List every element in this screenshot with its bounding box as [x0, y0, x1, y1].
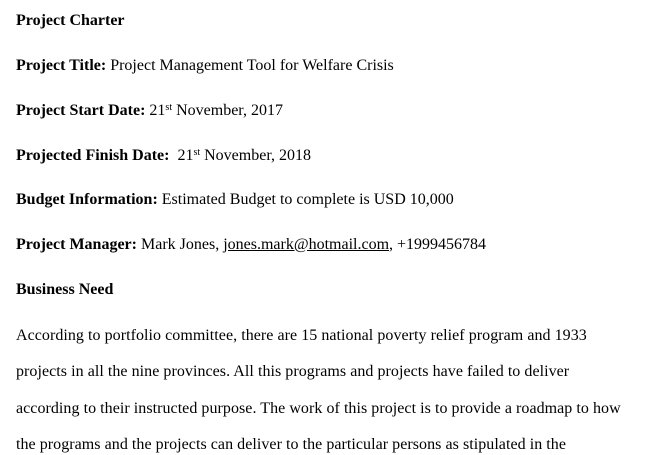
manager-phone: , +1999456784 — [389, 236, 487, 253]
finish-date-day: 21 — [177, 147, 194, 164]
budget-label: Budget Information: — [16, 191, 158, 208]
project-title-value: Project Management Tool for Welfare Crisis — [110, 57, 394, 74]
finish-date-suffix: st — [193, 147, 201, 158]
document-heading: Project Charter — [16, 12, 125, 29]
paragraph-line: the programs and the projects can deliver to the particular persons as stipulated in the — [16, 436, 567, 453]
start-date-row — [16, 101, 283, 121]
business-need-heading: Business Need — [16, 281, 114, 298]
budget-value: Estimated Budget to complete is USD 10,000 — [161, 191, 454, 208]
paragraph-line: according to their instructed purpose. The work of this project is to provide a roadmap to how — [16, 400, 621, 417]
start-date-rest: November, 2017 — [172, 102, 283, 119]
budget-row — [16, 190, 454, 210]
manager-row — [16, 235, 486, 255]
project-title-label: Project Title: — [16, 57, 107, 74]
start-date-label: Project Start Date: — [16, 102, 146, 119]
start-date-day: 21 — [149, 102, 166, 119]
finish-date-label: Projected Finish Date: — [16, 147, 170, 164]
start-date-suffix: st — [165, 102, 173, 113]
finish-date-rest: November, 2018 — [200, 147, 312, 164]
paragraph-line: According to portfolio committee, there are 15 national poverty relief program and 1933 — [16, 327, 587, 344]
manager-label: Project Manager: — [16, 236, 137, 253]
finish-date-row — [16, 146, 311, 166]
project-title-row — [16, 56, 394, 76]
paragraph-line: projects in all the nine provinces. All this programs and projects have failed to deliver — [16, 363, 570, 380]
manager-name: Mark Jones, — [140, 236, 220, 253]
manager-email-link[interactable]: jones.mark@hotmail.com — [223, 236, 390, 253]
